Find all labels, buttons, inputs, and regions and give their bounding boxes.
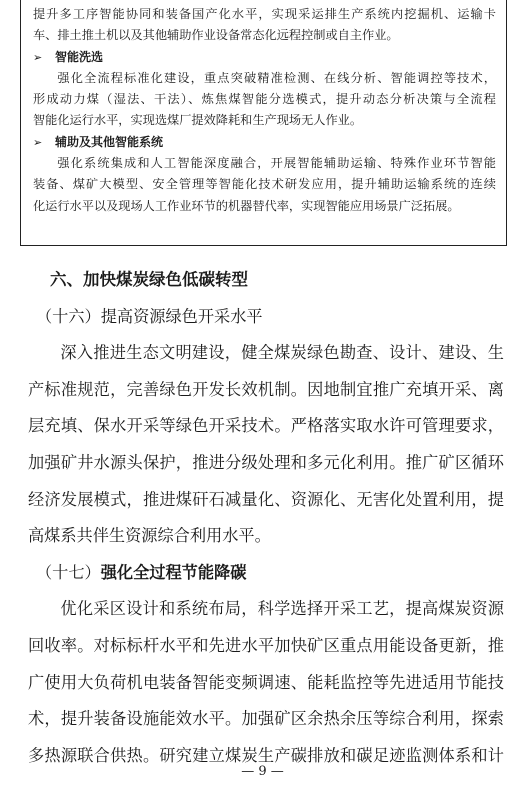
- box-section-heading: [33, 47, 496, 68]
- page-number: — 9 —: [241, 764, 284, 779]
- paragraph-line: 经济发展模式，推进煤矸石减量化、资源化、无害化处置利用，提: [28, 489, 504, 509]
- subsection-title: 强化全过程节能降碳: [100, 562, 247, 582]
- paragraph-line: 多热源联合供热。研究建立煤炭生产碳排放和碳足迹监测体系和计: [28, 745, 504, 765]
- box-line: 强化系统集成和人工智能深度融合，开展智能辅助运输、特殊作业环节智能: [57, 156, 496, 171]
- paragraph-line: 深入推进生态文明建设，健全煤炭绿色勘查、设计、建设、生: [60, 343, 504, 363]
- box-section-title: 辅助及其他智能系统: [55, 134, 164, 149]
- paragraph-line: 层充填、保水开采等绿色开采技术。严格落实取水许可管理要求，: [28, 416, 504, 436]
- arrow-bullet-icon: ➢: [33, 135, 43, 149]
- section-heading: 六、加快煤炭绿色低碳转型: [50, 270, 248, 289]
- subsection-heading-17: [28, 555, 504, 592]
- main-body: [28, 262, 504, 774]
- arrow-bullet-icon: ➢: [33, 50, 43, 64]
- paragraph-line: 加强矿井水源头保护，推进分级处理和多元化利用。推广矿区循环: [28, 452, 504, 472]
- subsection-number: （十七）: [36, 562, 101, 582]
- paragraph-line: 术，提升装备设施能效水平。加强矿区余热余压等综合利用，探索: [28, 709, 504, 729]
- box-line: 智能化运行水平，实现选煤厂提效降耗和生产现场无人作业。: [33, 113, 363, 128]
- paragraph-line: 回收率。对标标杆水平和先进水平加快矿区重点用能设备更新，推: [28, 635, 504, 655]
- paragraph-line: 广使用大负荷机电装备智能变频调速、能耗监控等先进适用节能技: [28, 672, 504, 692]
- subsection-heading-16: （十六）提高资源绿色开采水平: [36, 306, 263, 326]
- box-section-title: 智能洗选: [55, 49, 104, 64]
- box-line: 强化全流程标准化建设，重点突破精准检测、在线分析、智能调控等技术，: [57, 70, 496, 85]
- paragraph-line: 高煤系共伴生资源综合利用水平。: [28, 526, 271, 546]
- box-section-heading: [33, 132, 496, 153]
- box-line: 装备、煤矿大模型、安全管理等智能化技术研发应用，提升辅助运输系统的连续: [33, 177, 496, 192]
- box-line: 车、排土推土机以及其他辅助作业设备常态化远程控制或自主作业。: [33, 28, 399, 43]
- box-line: 化运行水平以及现场人工作业环节的机器替代率，实现智能应用场景广泛拓展。: [33, 198, 460, 213]
- box-line: 形成动力煤（湿法、干法）、炼焦煤智能分选模式，提升动态分析决策与全流程: [33, 92, 496, 107]
- box-line: 提升多工序智能协同和装备国产化水平，实现采运排生产系统内挖掘机、运输卡: [33, 7, 496, 21]
- paragraph-line: 产标准规范，完善绿色开发长效机制。因地制宜推广充填开采、离: [28, 379, 504, 399]
- paragraph-line: 优化采区设计和系统布局，科学选择开采工艺，提高煤炭资源: [60, 599, 504, 619]
- callout-box: [20, 0, 507, 246]
